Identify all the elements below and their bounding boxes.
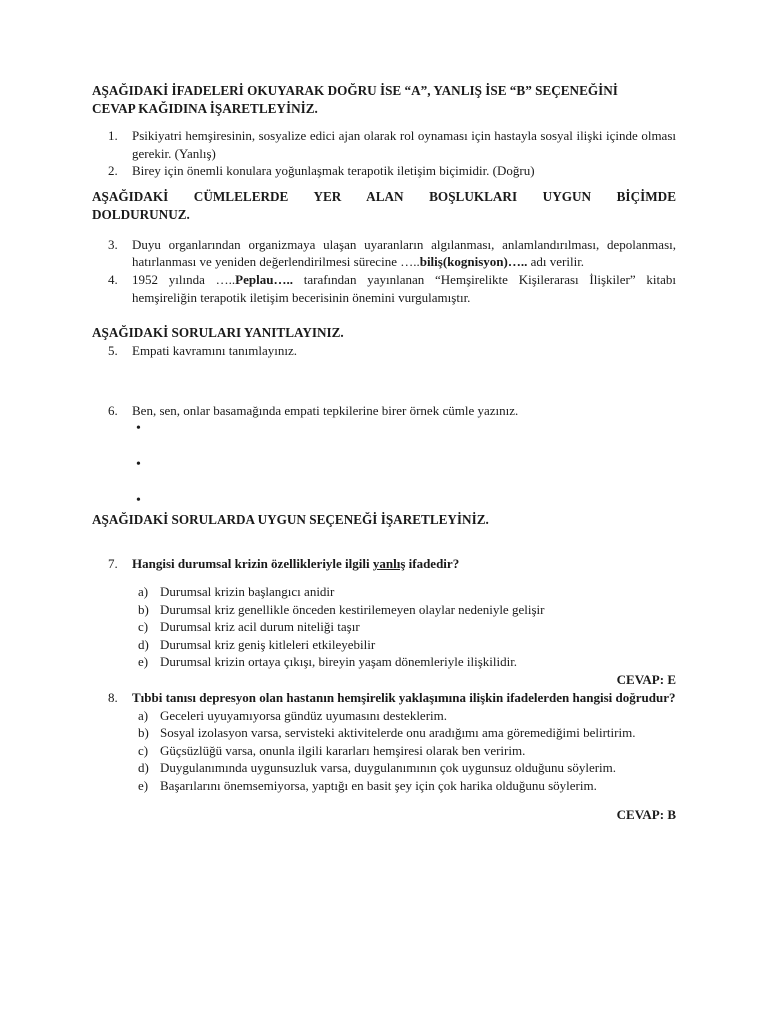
underlined-word: yanlış [372,556,406,572]
section1-heading-line2: CEVAP KAĞIDINA İŞARETLEYİNİZ. [92,101,318,116]
question-text: Birey için önemli konulara yoğunlaşmak terapotik iletişim biçimidir. (Doğru) [132,163,535,179]
question-text: Empati kavramını tanımlayınız. [132,343,297,359]
question-2 [92,162,676,180]
option-b: b) Sosyal izolasyon varsa, servisteki aktivitelerde onu aradığımı ama göremediğimi belirtirim. [138,725,636,741]
section2-heading [92,188,676,224]
question-text-post: adı verilir. [527,254,585,270]
option-a: a) Durumsal krizin başlangıcı anidir [138,583,335,599]
option-c: c) Durumsal kriz acil durum niteliği taşır [138,619,360,635]
question-number: 1. [108,128,118,143]
question-number: 8. [108,689,118,705]
question-text: Tıbbi tanısı depresyon olan hastanın hemşirelik yaklaşımına ilişkin ifadelerden hangisi doğrudur? [132,689,676,705]
option-a: a) Geceleri uyuyamıyorsa gündüz uyumasını desteklerim. [138,707,448,723]
answer-bullet-1: • [136,421,141,437]
section1-heading-line1: AŞAĞIDAKİ İFADELERİ OKUYARAK DOĞRU İSE “A”, YANLIŞ İSE “B” SEÇENEĞİNİ [92,83,618,98]
answer-bullet-3: • [136,493,141,509]
answer-label-8: CEVAP: B [616,807,676,823]
question-1 [92,127,676,162]
fill-answer: biliş(kognisyon)….. [419,254,528,270]
exam-page [92,82,676,824]
question-number: 5. [108,343,118,359]
question-6 [92,402,676,420]
question-number: 6. [108,402,118,418]
question-number: 3. [108,236,118,252]
question-7-options [92,583,676,671]
question-7 [92,555,676,573]
question-number: 7. [108,556,118,572]
option-c: c) Güçsüzlüğü varsa, onunla ilgili kararları hemşiresi olarak ben veririm. [138,742,526,758]
option-d: d) Durumsal kriz geniş kitleleri etkileyebilir [138,636,376,652]
section4-heading: AŞAĞIDAKİ SORULARDA UYGUN SEÇENEĞİ İŞARETLEYİNİZ. [92,512,489,528]
question-8-options [92,707,676,795]
question-number: 4. [108,271,118,287]
section2-heading-line1: AŞAĞIDAKİ CÜMLELERDE YER ALAN BOŞLUKLARI UYGUN BİÇİMDE [92,188,676,204]
question-text-pre: 1952 yılında ….. [132,271,236,287]
fill-answer: Peplau….. [235,271,293,287]
question-text: Psikiyatri hemşiresinin, sosyalize edici ajan olarak rol oynaması için hastayla sosyal ilişki içinde olması gerekir. (Yanlış) [132,128,676,161]
section2-heading-line2: DOLDURUNUZ. [92,206,190,222]
option-d: d) Duygulanımında uygunsuzluk varsa, duygulanımının çok uygunsuz olduğunu söylerim. [138,760,617,776]
question-5 [92,342,676,360]
question-8 [92,689,676,707]
section1-heading [92,82,676,118]
question-text-post: ifadedir? [405,556,460,572]
question-number: 2. [108,163,118,179]
section3-heading: AŞAĞIDAKİ SORULARI YANITLAYINIZ. [92,325,344,341]
option-e: e) Başarılarını önemsemiyorsa, yaptığı en basit şey için çok harika olduğunu söylerim. [138,777,597,793]
question-text-pre: Duyu organlarından organizmaya ulaşan uyaranların algılanması, anlamlandırılması, depolanması, hatırlanması ve yeniden değerlendirilmesi sürecine ….. [132,236,676,270]
question-text: Ben, sen, onlar basamağında empati tepkilerine birer örnek cümle yazınız. [132,402,519,418]
question-3 [92,236,676,271]
answer-label-7: CEVAP: E [616,671,676,687]
answer-bullet-2: • [136,457,141,473]
question-4 [92,271,676,306]
option-e: e) Durumsal krizin ortaya çıkışı, bireyin yaşam dönemleriyle ilişkilidir. [138,654,518,670]
option-b: b) Durumsal kriz genellikle önceden kestirilemeyen olaylar nedeniyle gelişir [138,601,545,617]
question-text-pre: Hangisi durumsal krizin özellikleriyle ilgili [132,556,373,572]
question-text-post: tarafından yayınlanan “Hemşirelikte Kişilerarası İlişkiler” kitabı hemşireliğin terapotik iletişim becerisinin önemini vurgulamıştır. [132,271,677,305]
